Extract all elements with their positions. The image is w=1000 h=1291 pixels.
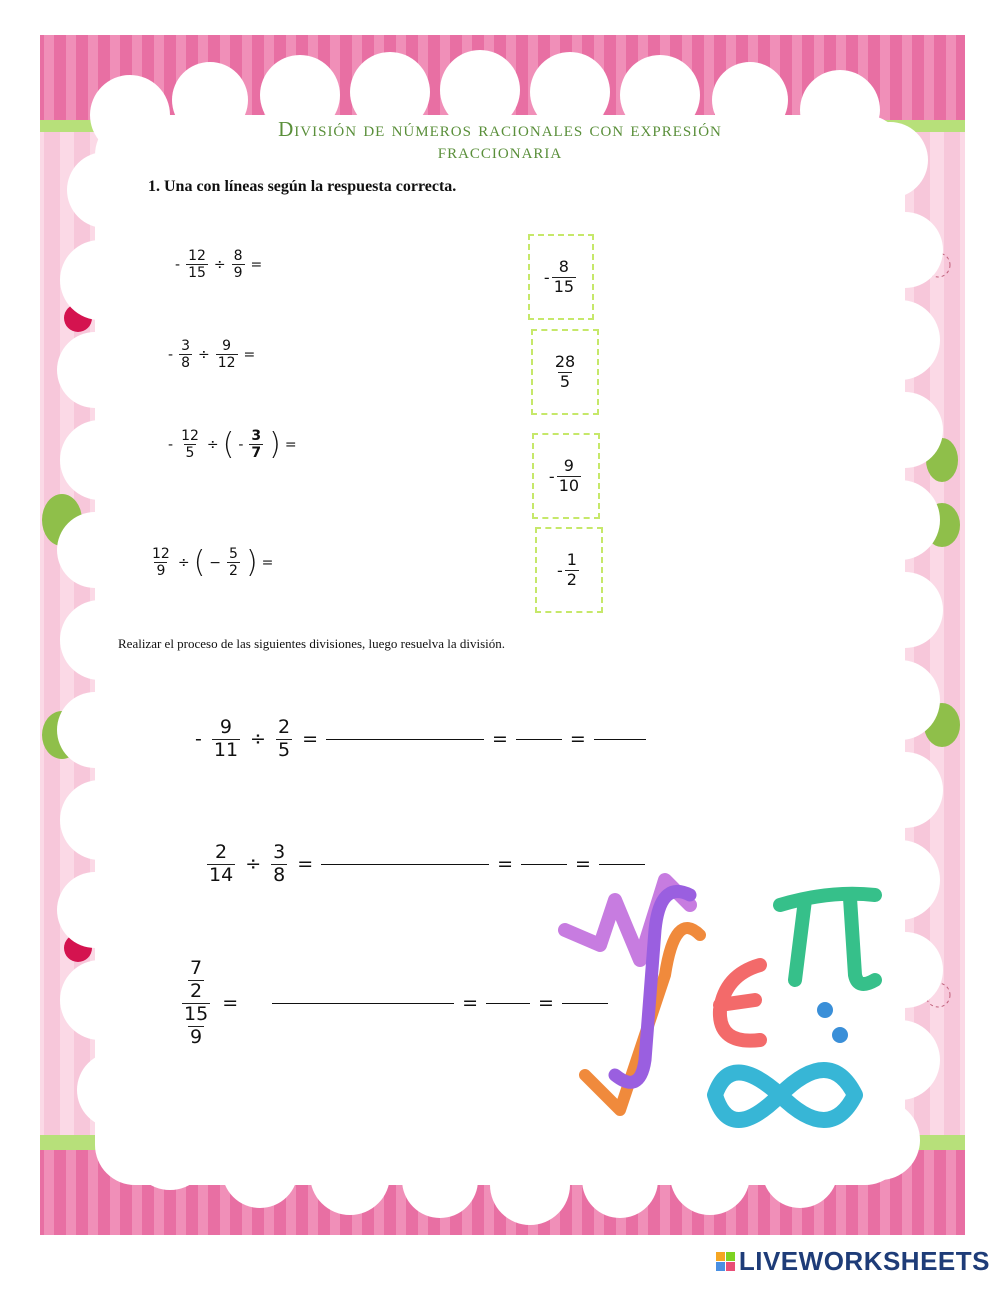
- numerator: 3: [181, 338, 190, 354]
- equals-sign: =: [250, 256, 263, 273]
- right-paren: ): [245, 544, 258, 580]
- title-line-2: fraccionaria: [437, 139, 563, 163]
- exercise-3-fraction-top: [188, 958, 204, 1003]
- liveworksheets-watermark: [716, 1246, 990, 1277]
- exercise-1-fraction-a: [212, 717, 240, 762]
- left-paren: (: [222, 426, 235, 462]
- answer-4-sign: -: [557, 560, 563, 580]
- numerator: 8: [233, 248, 243, 264]
- numerator: 9: [563, 456, 574, 476]
- numerator: 15: [184, 1002, 209, 1025]
- numerator: 2: [277, 716, 291, 738]
- denominator: 8: [273, 863, 286, 886]
- equals-sign: =: [491, 728, 508, 751]
- equals-sign: =: [497, 853, 514, 876]
- answer-1-fraction: [552, 258, 576, 296]
- division-sign: ÷: [213, 256, 226, 273]
- numerator: 12: [188, 248, 206, 264]
- numerator: 12: [181, 428, 199, 444]
- exercise-2: [205, 842, 645, 887]
- answer-line-result[interactable]: [486, 1003, 530, 1004]
- equals-sign: =: [222, 992, 239, 1015]
- liveworksheets-logo-icon: [716, 1252, 735, 1271]
- worksheet-title: [120, 118, 880, 162]
- answer-line-result[interactable]: [516, 739, 562, 740]
- numerator: 28: [554, 352, 576, 372]
- answer-line-simplified[interactable]: [599, 864, 645, 865]
- answer-box-1[interactable]: [528, 234, 594, 320]
- problem-2-fraction-a: [179, 338, 192, 371]
- denominator: 8: [181, 355, 190, 372]
- problem-1-sign: -: [175, 256, 181, 273]
- colon-dot-2: [832, 1027, 848, 1043]
- denominator: 12: [217, 355, 236, 372]
- problem-2: [168, 338, 255, 371]
- instruction-1: 1. Una con líneas según la respuesta correcta.: [148, 178, 457, 195]
- problem-3: [168, 428, 297, 461]
- division-sign: ÷: [197, 346, 210, 363]
- problem-4-fraction-a: [150, 546, 172, 579]
- equals-sign: =: [261, 554, 274, 571]
- answer-1-sign: -: [543, 267, 550, 287]
- problem-3-fraction-a: [179, 428, 201, 461]
- denominator: 2: [566, 569, 577, 589]
- equals-sign: =: [538, 992, 554, 1015]
- answer-line-result[interactable]: [521, 864, 567, 865]
- answer-box-3[interactable]: [532, 433, 600, 519]
- denominator: 10: [558, 475, 580, 495]
- denominator: 14: [209, 863, 234, 886]
- numerator: 7: [190, 957, 203, 979]
- answer-line-process[interactable]: [321, 864, 489, 865]
- colon-dot-1: [817, 1002, 833, 1018]
- answer-line-process[interactable]: [272, 1003, 454, 1004]
- exercise-2-fraction-a: [207, 842, 235, 887]
- answer-box-4[interactable]: [535, 527, 603, 613]
- problem-2-sign: -: [168, 346, 174, 363]
- problem-1: [175, 248, 262, 281]
- equals-sign: =: [575, 853, 591, 876]
- denominator: 9: [233, 265, 243, 282]
- denominator: 11: [213, 738, 239, 761]
- denominator: 9: [190, 1025, 203, 1048]
- exercise-2-fraction-b: [271, 842, 287, 887]
- problem-1-fraction-b: [232, 248, 245, 281]
- inner-minus: −: [209, 554, 222, 571]
- denominator: 2: [190, 979, 203, 1002]
- right-paren: ): [269, 426, 281, 462]
- left-paren: (: [193, 544, 206, 580]
- division-sign: ÷: [250, 728, 266, 751]
- watermark-text: LIVEWORKSHEETS: [738, 1246, 990, 1276]
- exercise-1-sign: -: [195, 728, 202, 751]
- problem-3-sign: -: [168, 436, 174, 453]
- exercise-3: [178, 958, 608, 1048]
- equals-sign: =: [302, 728, 318, 751]
- denominator: 5: [185, 445, 195, 462]
- denominator: 7: [251, 445, 262, 462]
- answer-3-sign: -: [548, 466, 555, 486]
- problem-4-fraction-b: [227, 546, 240, 579]
- numerator: 8: [558, 257, 569, 277]
- numerator: 9: [222, 338, 232, 354]
- denominator: 15: [553, 276, 575, 296]
- exercise-3-complex-fraction: [180, 958, 212, 1048]
- equals-sign: =: [243, 346, 256, 363]
- answer-3-fraction: [557, 457, 581, 495]
- problem-3-fraction-b: [249, 428, 263, 461]
- inner-minus: -: [238, 436, 244, 453]
- division-sign: ÷: [206, 436, 219, 453]
- numerator: 9: [219, 716, 232, 738]
- equals-sign: =: [462, 992, 479, 1015]
- answer-line-process[interactable]: [326, 739, 484, 740]
- exercise-3-fraction-bottom: [182, 1003, 210, 1049]
- problem-1-fraction-a: [186, 248, 208, 281]
- division-sign: ÷: [245, 853, 262, 876]
- problem-2-fraction-b: [216, 338, 238, 371]
- equals-sign: =: [297, 853, 314, 876]
- answer-line-simplified[interactable]: [594, 739, 646, 740]
- denominator: 5: [277, 738, 291, 761]
- answer-2-fraction: [553, 353, 577, 391]
- numerator: 12: [152, 546, 170, 562]
- numerator: 1: [566, 550, 577, 570]
- division-sign: ÷: [177, 554, 190, 571]
- exercise-1: [195, 717, 646, 762]
- denominator: 5: [559, 371, 571, 391]
- title-line-1: División de números racionales con expresión: [278, 117, 722, 141]
- exercise-1-fraction-b: [276, 717, 292, 762]
- numerator: 5: [229, 546, 238, 562]
- answer-box-2[interactable]: [531, 329, 599, 415]
- equals-sign: =: [569, 728, 586, 751]
- answer-line-simplified[interactable]: [562, 1003, 608, 1004]
- numerator: 3: [273, 841, 286, 863]
- instruction-2: Realizar el proceso de las siguientes divisiones, luego resuelva la división.: [118, 636, 506, 651]
- numerator: 2: [215, 841, 228, 863]
- problem-4: [148, 546, 273, 579]
- denominator: 9: [156, 563, 166, 580]
- denominator: 15: [188, 265, 206, 282]
- numerator: 3: [251, 428, 262, 444]
- equals-sign: =: [284, 436, 297, 453]
- denominator: 2: [229, 563, 238, 580]
- answer-4-fraction: [565, 551, 579, 589]
